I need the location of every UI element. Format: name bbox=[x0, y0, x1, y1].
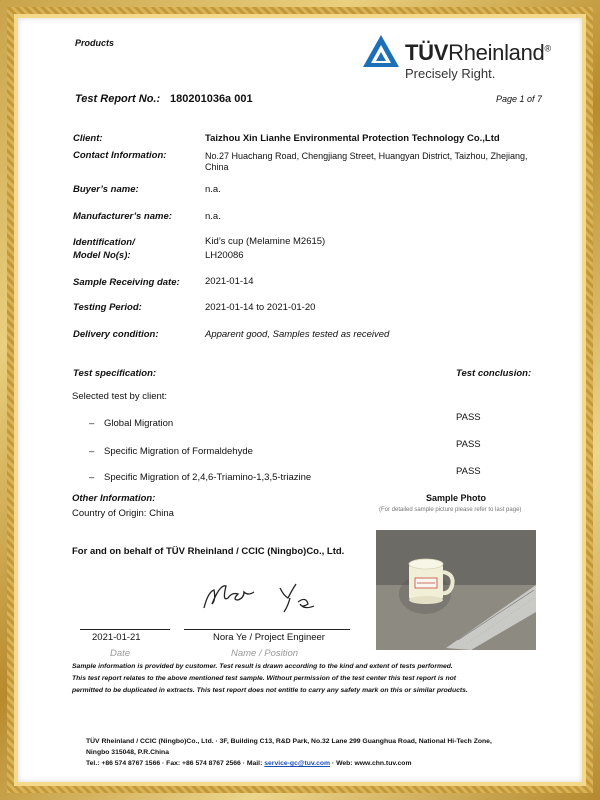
contact-value: No.27 Huachang Road, Chengjiang Street, Huangyan District, Taizhou, Zhejiang, bbox=[205, 151, 528, 161]
disclaimer-line: permitted to be duplicated in extracts. This test report does not entitle to carry any safety mark on this or similar products. bbox=[72, 687, 468, 694]
footer-web: · Web: www.chn.tuv.com bbox=[330, 760, 412, 767]
disclaimer-line: Sample information is provided by customer. Test result is drawn according to the kind and extent of tests performed. bbox=[72, 663, 453, 670]
footer-contact bbox=[86, 758, 412, 769]
client-value: Taizhou Xin Lianhe Environmental Protection Technology Co.,Ltd bbox=[205, 133, 500, 144]
contact-value-2: China bbox=[205, 162, 229, 172]
brand-name: TÜVRheinland® bbox=[405, 40, 551, 65]
manufacturer-value: n.a. bbox=[205, 211, 221, 222]
receiving-value: 2021-01-14 bbox=[205, 276, 254, 287]
model-value: LH20086 bbox=[205, 250, 244, 261]
test-name: Specific Migration of Formaldehyde bbox=[104, 446, 253, 457]
test-result: PASS bbox=[456, 439, 481, 450]
sample-photo bbox=[376, 530, 536, 650]
spec-label: Test specification: bbox=[73, 368, 157, 379]
identification-label: Identification/ bbox=[73, 237, 135, 248]
sample-photo-note: (For detailed sample picture please refer to last page) bbox=[379, 507, 522, 513]
tagline: Precisely Right. bbox=[405, 66, 496, 81]
report-number-label: Test Report No.: bbox=[75, 93, 161, 105]
name-position-value: Nora Ye / Project Engineer bbox=[213, 632, 325, 643]
report-page bbox=[18, 18, 582, 782]
buyer-label: Buyer’s name: bbox=[73, 184, 139, 195]
name-position-caption: Name / Position bbox=[231, 648, 299, 659]
date-caption: Date bbox=[110, 648, 131, 659]
test-dash: – bbox=[89, 446, 95, 457]
receiving-label: Sample Receiving date: bbox=[73, 277, 180, 288]
footer-tel-fax: Tel.: +86 574 8767 1566 · Fax: +86 574 8767 2566 · Mail: bbox=[86, 760, 265, 767]
footer-address-2: Ningbo 315048, P.R.China bbox=[86, 749, 169, 756]
footer-mail-link[interactable]: service-gc@tuv.com bbox=[264, 760, 331, 767]
disclaimer-line: This test report relates to the above mentioned test sample. Without permission of the test center this test report is not bbox=[72, 675, 457, 682]
testing-label: Testing Period: bbox=[73, 302, 142, 313]
products-label: Products bbox=[75, 38, 115, 48]
page-indicator: Page 1 of 7 bbox=[496, 94, 543, 104]
test-name: Specific Migration of 2,4,6-Triamino-1,3,5-triazine bbox=[104, 472, 312, 483]
testing-value: 2021-01-14 to 2021-01-20 bbox=[205, 302, 316, 313]
test-dash: – bbox=[89, 472, 95, 483]
test-name: Global Migration bbox=[104, 418, 174, 429]
date-line bbox=[80, 629, 170, 630]
conclusion-label: Test conclusion: bbox=[456, 368, 532, 379]
delivery-value: Apparent good, Samples tested as received bbox=[205, 329, 390, 340]
contact-label: Contact Information: bbox=[73, 150, 167, 161]
name-line bbox=[184, 629, 350, 630]
footer-address: TÜV Rheinland / CCIC (Ningbo)Co., Ltd. · 3F, Building C13, R&D Park, No.32 Lane 299 Guanghua Road, National Hi-Tech Zone, bbox=[86, 738, 492, 745]
test-result: PASS bbox=[456, 466, 481, 477]
test-dash: – bbox=[89, 418, 95, 429]
tuv-logo-icon bbox=[362, 34, 400, 68]
signature bbox=[198, 578, 328, 618]
delivery-label: Delivery condition: bbox=[73, 329, 159, 340]
buyer-value: n.a. bbox=[205, 184, 221, 195]
client-label: Client: bbox=[73, 133, 103, 144]
country-of-origin: Country of Origin: China bbox=[72, 508, 174, 519]
model-label: Model No(s): bbox=[73, 250, 131, 261]
on-behalf-statement: For and on behalf of TÜV Rheinland / CCIC (Ningbo)Co., Ltd. bbox=[72, 546, 345, 557]
test-result: PASS bbox=[456, 412, 481, 423]
sample-photo-title: Sample Photo bbox=[426, 493, 487, 503]
date-value: 2021-01-21 bbox=[92, 632, 141, 643]
identification-value: Kid’s cup (Melamine M2615) bbox=[205, 236, 326, 247]
manufacturer-label: Manufacturer’s name: bbox=[73, 211, 172, 222]
selected-tests-label: Selected test by client: bbox=[72, 391, 168, 402]
report-number: 180201036a 001 bbox=[170, 93, 253, 105]
other-info-label: Other Information: bbox=[72, 493, 156, 504]
